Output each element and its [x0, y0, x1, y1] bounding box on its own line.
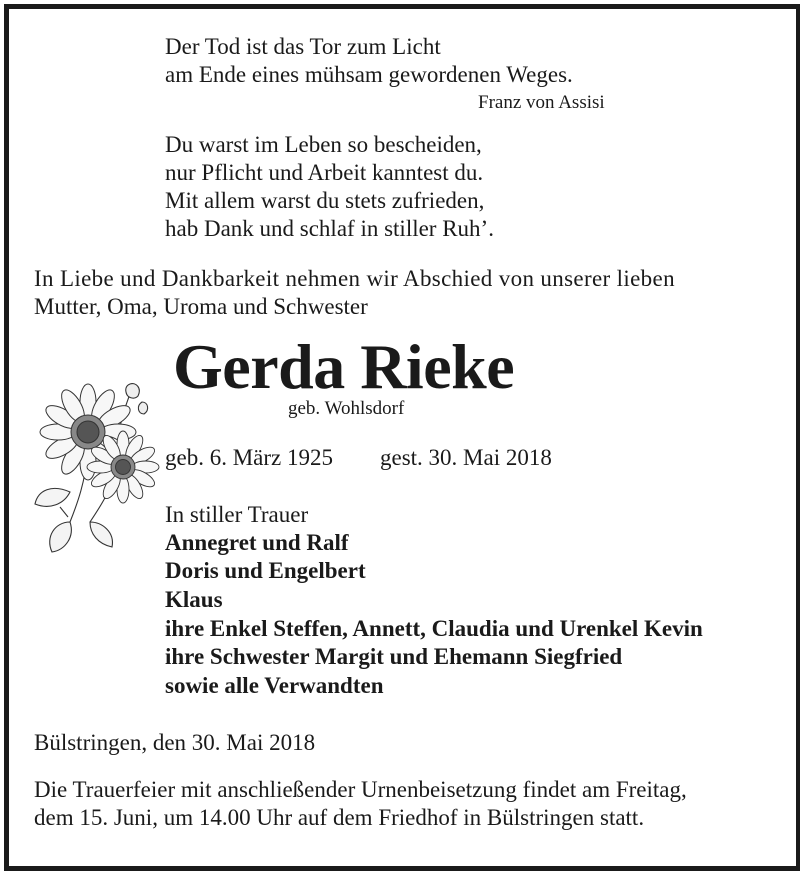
poem1-line1: Der Tod ist das Tor zum Licht	[165, 34, 441, 59]
mourner-line: ihre Schwester Margit und Ehemann Siegfried	[165, 644, 623, 669]
maiden-name: geb. Wohlsdorf	[288, 398, 405, 419]
deceased-name: Gerda Rieke	[173, 331, 515, 402]
death-date: gest. 30. Mai 2018	[380, 445, 552, 470]
ceremony-line2: dem 15. Juni, um 14.00 Uhr auf dem Friedhof in Bülstringen statt.	[34, 805, 645, 830]
mourner-line: ihre Enkel Steffen, Annett, Claudia und Urenkel Kevin	[165, 616, 703, 641]
ceremony-line1: Die Trauerfeier mit anschließender Urnenbeisetzung findet am Freitag,	[34, 777, 687, 802]
intro-line2: Mutter, Oma, Uroma und Schwester	[34, 294, 368, 319]
poem2-line3: Mit allem warst du stets zufrieden,	[165, 188, 485, 213]
place-date: Bülstringen, den 30. Mai 2018	[34, 730, 316, 755]
mourner-line: Klaus	[165, 587, 223, 612]
birth-date: geb. 6. März 1925	[165, 445, 333, 470]
intro-line1: In Liebe und Dankbarkeit nehmen wir Abschied von unserer lieben	[34, 266, 675, 291]
mourner-line: Annegret und Ralf	[165, 530, 349, 555]
mourner-line: sowie alle Verwandten	[165, 673, 384, 698]
poem1-author: Franz von Assisi	[478, 92, 605, 113]
poem2-line1: Du warst im Leben so bescheiden,	[165, 132, 482, 157]
mourners-heading: In stiller Trauer	[165, 502, 309, 527]
mourner-line: Doris und Engelbert	[165, 558, 366, 583]
poem2-line4: hab Dank und schlaf in stiller Ruh’.	[165, 216, 494, 241]
poem1-line2: am Ende eines mühsam gewordenen Weges.	[165, 62, 573, 87]
poem2-line2: nur Pflicht und Arbeit kanntest du.	[165, 160, 484, 185]
sunflower-icon	[30, 372, 160, 562]
